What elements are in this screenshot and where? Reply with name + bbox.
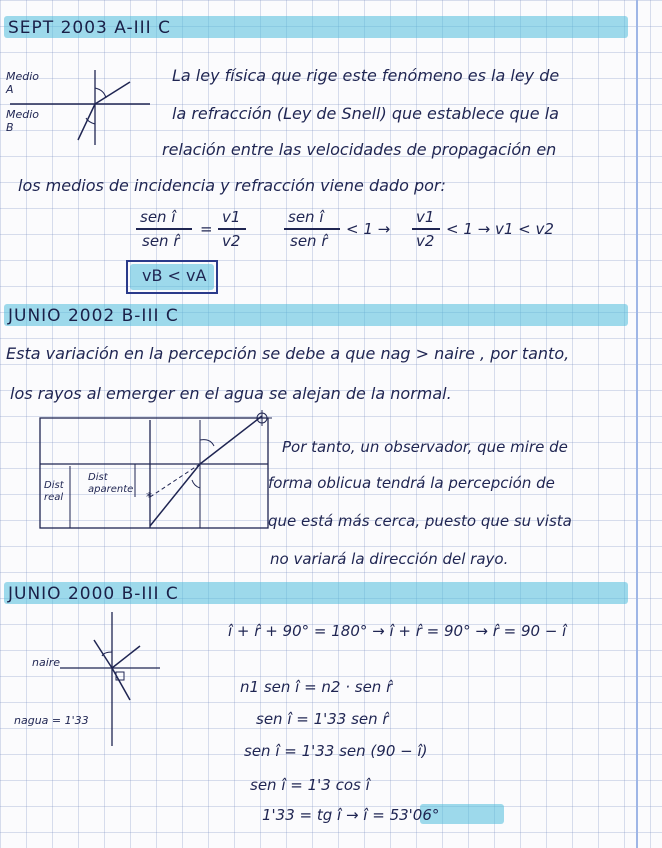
s2-para-line-2: los rayos al emerger en el agua se alejan de la normal. <box>10 384 452 403</box>
eq2-right-numerator: v1 <box>416 208 435 226</box>
eq1-equals: = <box>200 220 213 238</box>
eq1-numerator: sen î <box>140 208 176 226</box>
s3-eq-6: 1'33 = tg î → î = 53'06° <box>262 806 440 824</box>
s3-eq-5: sen î = 1'3 cos î <box>250 776 370 794</box>
section1-heading: SEPT 2003 A-III C <box>8 18 171 38</box>
label-dist-real: Dist real <box>44 480 64 503</box>
s3-eq-2: n1 sen î = n2 · sen r̂ <box>240 678 393 696</box>
s2-para-line-1: Esta variación en la percepción se debe a que nag > naire , por tanto, <box>6 344 570 363</box>
eq2-numerator: sen î <box>288 208 324 226</box>
s1-para-line-2: la refracción (Ley de Snell) que establece que la <box>172 104 559 123</box>
eq2-denominator: sen r̂ <box>290 232 328 250</box>
section2-heading: JUNIO 2002 B-III C <box>8 306 179 326</box>
s2-right-line-3: que está más cerca, puesto que su vista <box>268 512 572 530</box>
eq2-tail: < 1 → v1 < v2 <box>446 220 554 238</box>
s1-para-line-1: La ley física que rige este fenómeno es la ley de <box>172 66 560 85</box>
s2-right-line-2: forma oblicua tendrá la percepción de <box>268 474 555 492</box>
label-medio-b: Medio B <box>6 108 40 134</box>
label-dist-aparente: Dist aparente <box>88 472 134 495</box>
s1-para-line-3: relación entre las velocidades de propagación en <box>162 140 557 159</box>
svg-text:*: * <box>146 490 152 504</box>
boxed-result: vB < vA <box>142 266 207 285</box>
eq2-less-than: < 1 → <box>346 220 391 238</box>
s3-eq-1: î + r̂ + 90° = 180° → î + r̂ = 90° → r̂ = 90 − î <box>228 622 567 640</box>
label-medio-a: Medio A <box>6 70 40 96</box>
label-nagua: nagua = 1'33 <box>14 714 89 727</box>
s1-para-line-4: los medios de incidencia y refracción viene dado por: <box>18 176 446 195</box>
section3-heading: JUNIO 2000 B-III C <box>8 584 179 604</box>
eq1-right-denominator: v2 <box>222 232 241 250</box>
eq2-right-denominator: v2 <box>416 232 435 250</box>
eq1-right-numerator: v1 <box>222 208 241 226</box>
eq1-denominator: sen r̂ <box>142 232 180 250</box>
s2-right-line-1: Por tanto, un observador, que mire de <box>282 438 568 456</box>
s3-eq-3: sen î = 1'33 sen r̂ <box>256 710 389 728</box>
label-naire: naire <box>32 656 61 669</box>
s2-right-line-4: no variará la dirección del rayo. <box>270 550 509 568</box>
s3-eq-4: sen î = 1'33 sen (90 − î) <box>244 742 428 760</box>
